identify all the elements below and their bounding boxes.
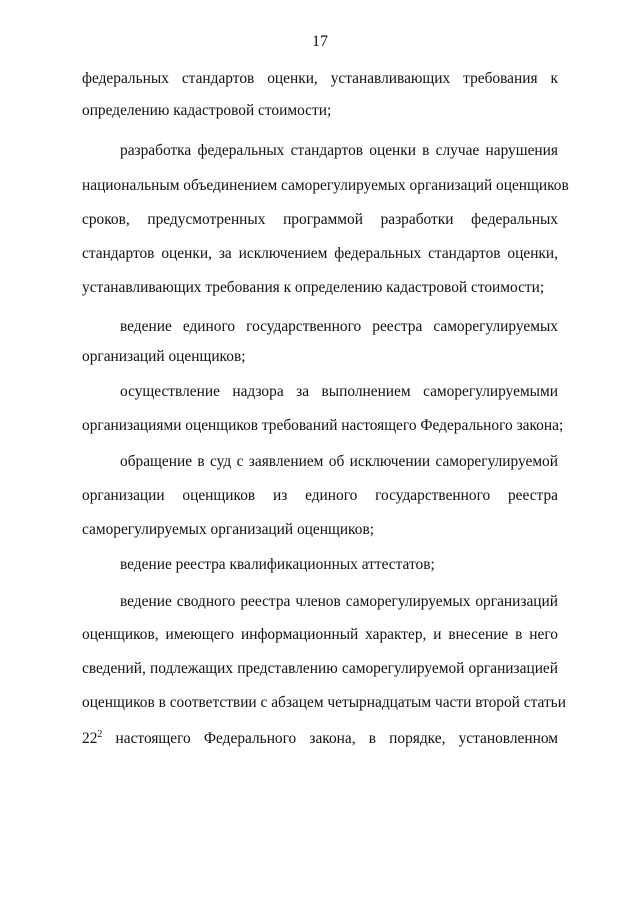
text-line: устанавливающих требования к определению кадастровой стоимости; <box>82 279 545 296</box>
text-line: национальным объединением саморегулируемых организаций оценщиков <box>82 177 569 194</box>
text-line: сведений, подлежащих представлению саморегулируемой организацией <box>82 660 558 677</box>
text-line: ведение реестра квалификационных аттестатов; <box>120 556 435 573</box>
text-line: разработка федеральных стандартов оценки в случае нарушения <box>120 142 558 159</box>
text-line: сроков, предусмотренных программой разработки федеральных <box>82 211 558 228</box>
text-line: ведение сводного реестра членов саморегулируемых организаций <box>120 593 558 610</box>
text-line: саморегулируемых организаций оценщиков; <box>82 521 374 538</box>
text-line: обращение в суд с заявлением об исключении саморегулируемой <box>120 453 558 470</box>
text-line: ведение единого государственного реестра саморегулируемых <box>120 318 558 335</box>
text-line-last <box>82 730 558 748</box>
text-line: организации оценщиков из единого государственного реестра <box>82 487 558 504</box>
article-superscript: 2 <box>97 728 103 740</box>
last-line-text: настоящего Федерального закона, в порядке, установленном <box>115 730 558 747</box>
text-line: организациями оценщиков требований настоящего Федерального закона; <box>82 417 564 434</box>
text-line: определению кадастровой стоимости; <box>82 102 332 119</box>
text-line: оценщиков в соответствии с абзацем четырнадцатым части второй статьи <box>82 694 566 711</box>
text-line: оценщиков, имеющего информационный характер, и внесение в него <box>82 626 558 643</box>
text-line: стандартов оценки, за исключением федеральных стандартов оценки, <box>82 245 558 262</box>
text-line: организаций оценщиков; <box>82 348 246 365</box>
text-line: осуществление надзора за выполнением саморегулируемыми <box>120 383 558 400</box>
page-number: 17 <box>312 33 328 50</box>
article-number: $22^2$ <box>82 728 103 747</box>
text-line: федеральных стандартов оценки, устанавливающих требования к <box>82 70 558 87</box>
